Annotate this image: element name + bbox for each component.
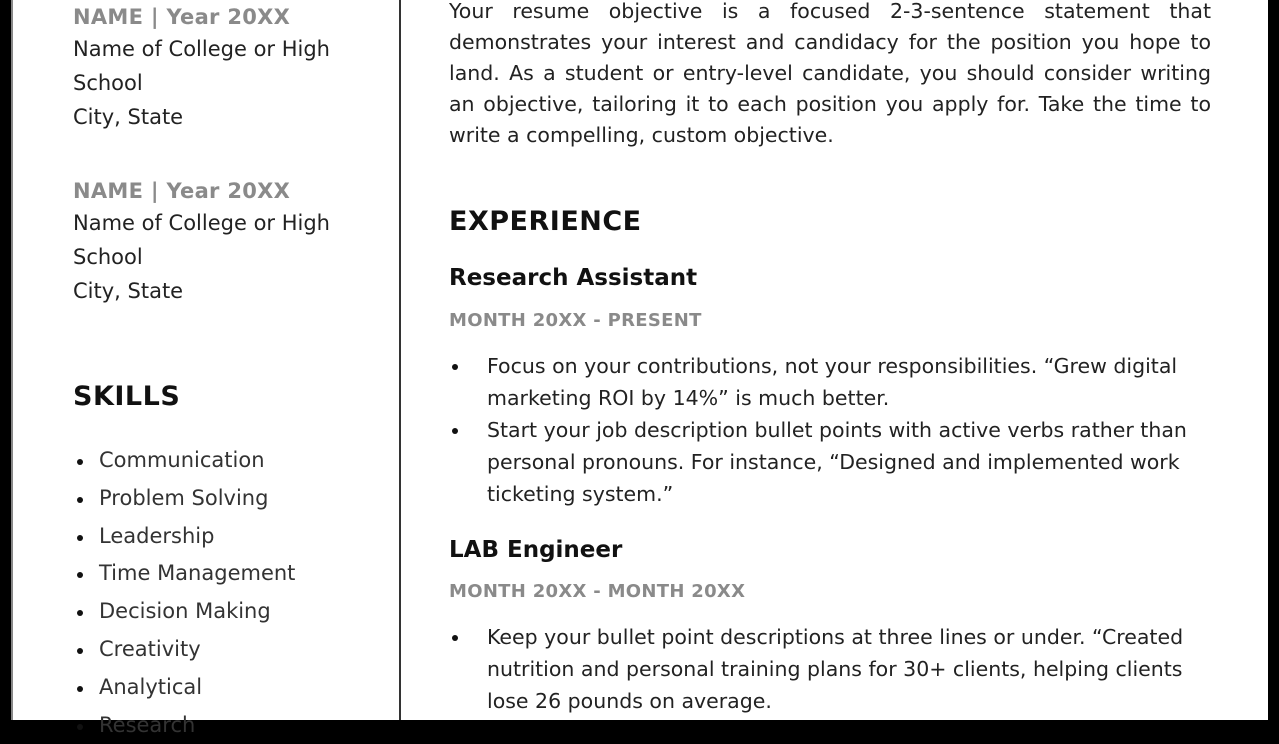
skill-item: Decision Making: [73, 593, 393, 631]
education-entry: [73, 176, 330, 308]
school-location: City, State: [73, 105, 184, 129]
job-title: LAB Engineer: [449, 537, 623, 563]
skill-item: Research: [73, 707, 393, 744]
job-bullet: Focus on your contributions, not your responsibilities. “Grew digital marketing ROI by 14%” is much better.: [449, 350, 1211, 414]
education-heading: NAME | Year 20XX: [73, 179, 291, 203]
education-heading: NAME | Year 20XX: [73, 5, 291, 29]
skill-item: Leadership: [73, 518, 393, 556]
school-location: City, State: [73, 279, 184, 303]
job-bullet: Keep your bullet point descriptions at three lines or under. “Created nutrition and personal training plans for 30+ clients, helping clients lose 26 pounds on average.: [449, 621, 1211, 717]
column-divider: [399, 0, 401, 720]
experience-heading: EXPERIENCE: [449, 206, 642, 237]
resume-page: [11, 0, 1268, 737]
skill-item: Analytical: [73, 669, 393, 707]
school-name-cont: School: [73, 71, 143, 95]
school-name: Name of College or High: [73, 211, 330, 235]
skills-heading: SKILLS: [73, 381, 181, 412]
job-bullets: [449, 350, 1211, 510]
skill-item: Communication: [73, 442, 393, 480]
job-dates: MONTH 20XX - PRESENT: [449, 310, 702, 331]
school-name-cont: School: [73, 245, 143, 269]
school-name: Name of College or High: [73, 37, 330, 61]
skill-item: Creativity: [73, 631, 393, 669]
skill-item: Time Management: [73, 555, 393, 593]
skill-item: Problem Solving: [73, 480, 393, 518]
job-title: Research Assistant: [449, 265, 698, 291]
job-bullet: Start your job description bullet points with active verbs rather than personal pronouns. For instance, “Designed and implemented work ticketing system.”: [449, 414, 1211, 510]
skills-list: [73, 442, 393, 744]
education-entry: [73, 2, 330, 134]
job-bullets: [449, 621, 1211, 717]
objective-text: Your resume objective is a focused 2-3-sentence statement that demonstrates your interest and candidacy for the position you hope to land. As a student or entry-level candidate, you should consider writing an objective, tailoring it to each position you apply for. Take the time to write a compelling, custom objective.: [449, 0, 1211, 147]
job-dates: MONTH 20XX - MONTH 20XX: [449, 581, 746, 602]
